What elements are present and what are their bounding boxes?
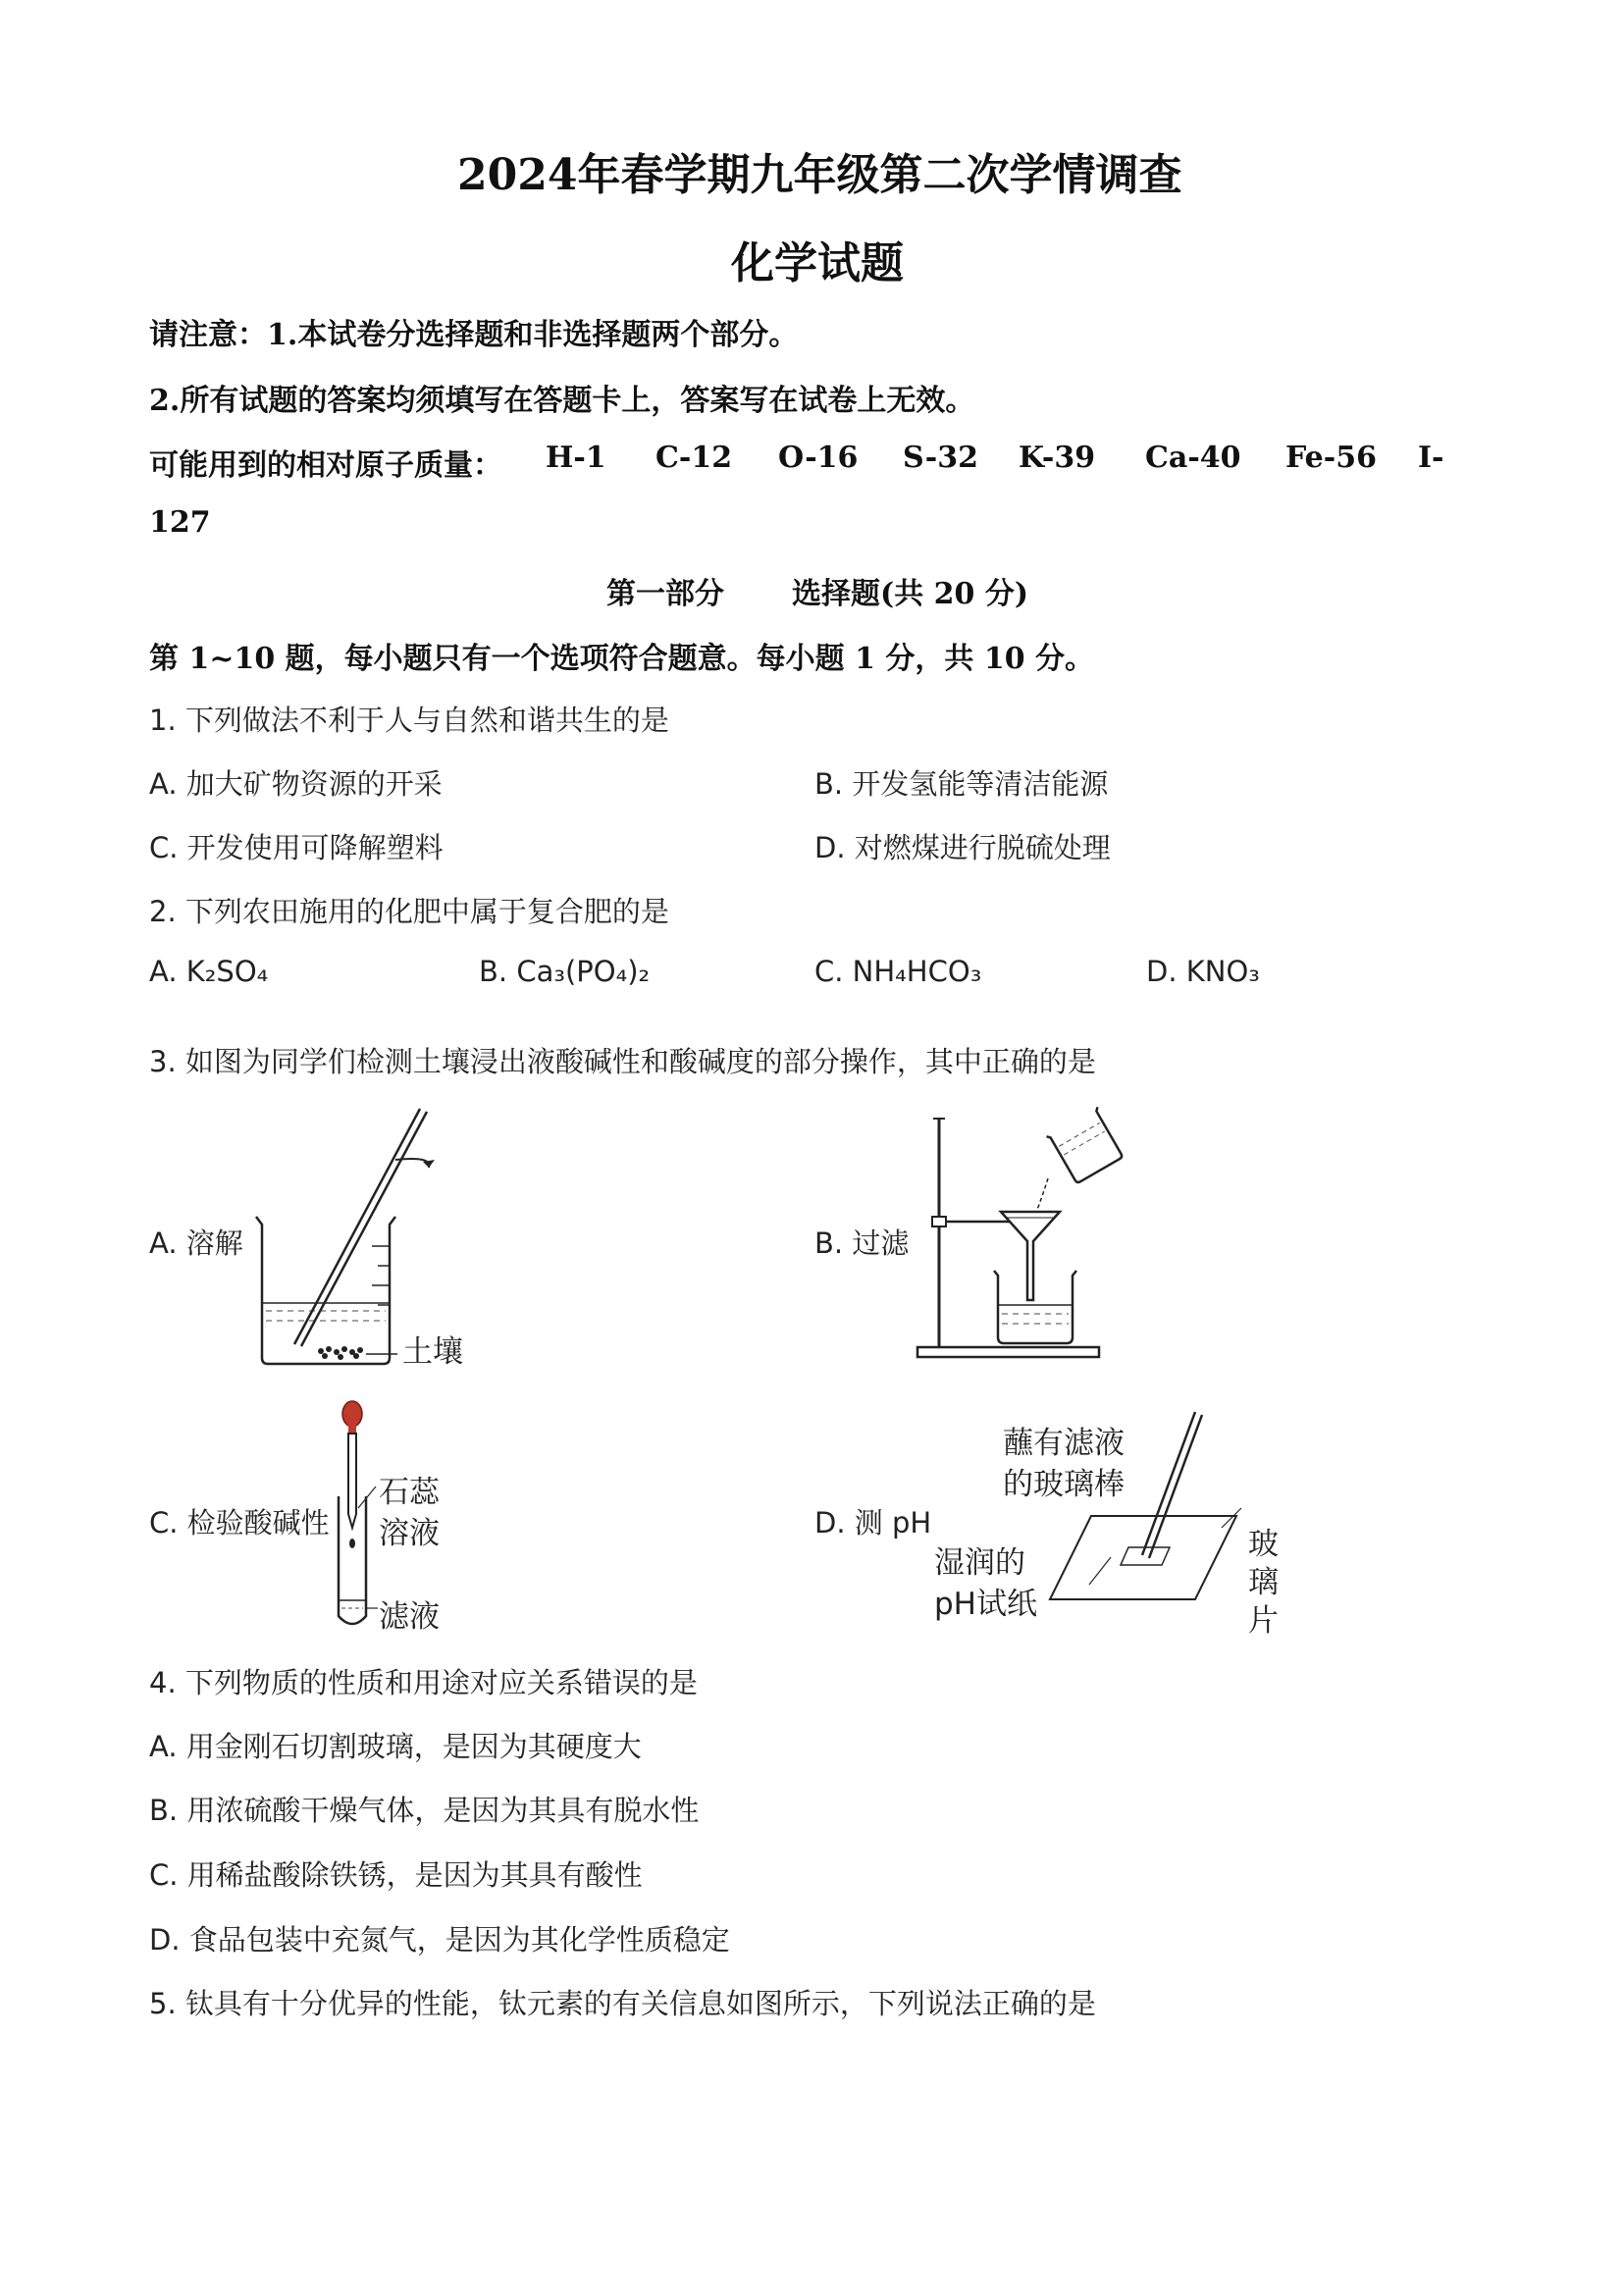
fig-d-paper-label-1: 湿润的 — [934, 1545, 1025, 1581]
fig-d-rod-label-2: 的玻璃棒 — [1003, 1467, 1125, 1502]
q4-option-c: C. 用稀盐酸除铁锈，是因为其具有酸性 — [149, 1858, 643, 1892]
fig-d-glass-label-1: 玻 — [1248, 1527, 1279, 1562]
q2-option-d: D. KNO₃ — [1146, 955, 1260, 988]
figure-filtration — [908, 1104, 1128, 1374]
q3-option-d-label: D. 测 pH — [814, 1506, 932, 1539]
q5-stem: 5. 钛具有十分优异的性能，钛元素的有关信息如图所示，下列说法正确的是 — [149, 1987, 1096, 2020]
section-instruction: 第 1~10 题，每小题只有一个选项符合题意。每小题 1 分，共 10 分。 — [149, 642, 1095, 676]
q4-option-a: A. 用金刚石切割玻璃，是因为其硬度大 — [149, 1730, 642, 1763]
q3-option-c-label: C. 检验酸碱性 — [149, 1506, 330, 1539]
q1-option-a: A. 加大矿物资源的开采 — [149, 767, 443, 801]
q2-option-b: B. Ca₃(PO₄)₂ — [479, 955, 651, 988]
fig-d-glass-label-2: 璃 — [1248, 1565, 1279, 1600]
q3-option-b-label: B. 过滤 — [814, 1226, 910, 1260]
q4-stem: 4. 下列物质的性质和用途对应关系错误的是 — [149, 1666, 698, 1699]
q1-option-c: C. 开发使用可降解塑料 — [149, 831, 444, 864]
fig-c-filtrate-label: 滤液 — [379, 1599, 440, 1635]
figure-dissolve — [250, 1099, 525, 1374]
q1-option-b: B. 开发氢能等清洁能源 — [814, 767, 1109, 801]
atomic-mass-s: S-32 — [903, 441, 978, 475]
fig-d-paper-label-2: pH试纸 — [934, 1587, 1037, 1622]
atomic-mass-i-cont: 127 — [149, 505, 211, 540]
fig-a-soil-label: 土壤 — [402, 1334, 463, 1370]
q2-stem: 2. 下列农田施用的化肥中属于复合肥的是 — [149, 895, 669, 928]
atomic-masses-label: 可能用到的相对原子质量： — [149, 448, 502, 483]
exam-subject: 化学试题 — [731, 238, 904, 288]
fig-d-rod-label-1: 蘸有滤液 — [1003, 1426, 1125, 1461]
exam-title: 2024年春学期九年级第二次学情调查 — [457, 150, 1182, 200]
atomic-mass-h: H-1 — [546, 441, 606, 475]
q2-option-c: C. NH₄HCO₃ — [814, 955, 982, 988]
section-part: 第一部分 — [606, 577, 724, 611]
q1-stem: 1. 下列做法不利于人与自然和谐共生的是 — [149, 704, 669, 737]
q2-option-a: A. K₂SO₄ — [149, 955, 269, 988]
q3-option-a-label: A. 溶解 — [149, 1226, 243, 1260]
atomic-mass-i: I- — [1418, 441, 1444, 475]
fig-c-litmus-label-2: 溶液 — [379, 1516, 440, 1551]
atomic-mass-ca: Ca-40 — [1145, 441, 1241, 475]
q3-stem: 3. 如图为同学们检测土壤浸出液酸碱性和酸碱度的部分操作，其中正确的是 — [149, 1045, 1096, 1078]
q4-option-b: B. 用浓硫酸干燥气体，是因为其具有脱水性 — [149, 1794, 700, 1827]
atomic-mass-fe: Fe-56 — [1285, 441, 1377, 475]
note-line-1: 请注意：1.本试卷分选择题和非选择题两个部分。 — [149, 318, 799, 352]
atomic-mass-c: C-12 — [655, 441, 733, 475]
atomic-mass-k: K-39 — [1019, 441, 1096, 475]
section-name: 选择题(共 20 分) — [792, 577, 1029, 611]
note-line-2: 2.所有试题的答案均须填写在答题卡上，答案写在试卷上无效。 — [149, 384, 975, 418]
fig-c-litmus-label-1: 石蕊 — [379, 1475, 440, 1510]
atomic-mass-o: O-16 — [778, 441, 859, 475]
fig-d-glass-label-3: 片 — [1248, 1603, 1279, 1639]
q1-option-d: D. 对燃煤进行脱硫处理 — [814, 831, 1111, 864]
q4-option-d: D. 食品包装中充氮气，是因为其化学性质稳定 — [149, 1923, 730, 1957]
